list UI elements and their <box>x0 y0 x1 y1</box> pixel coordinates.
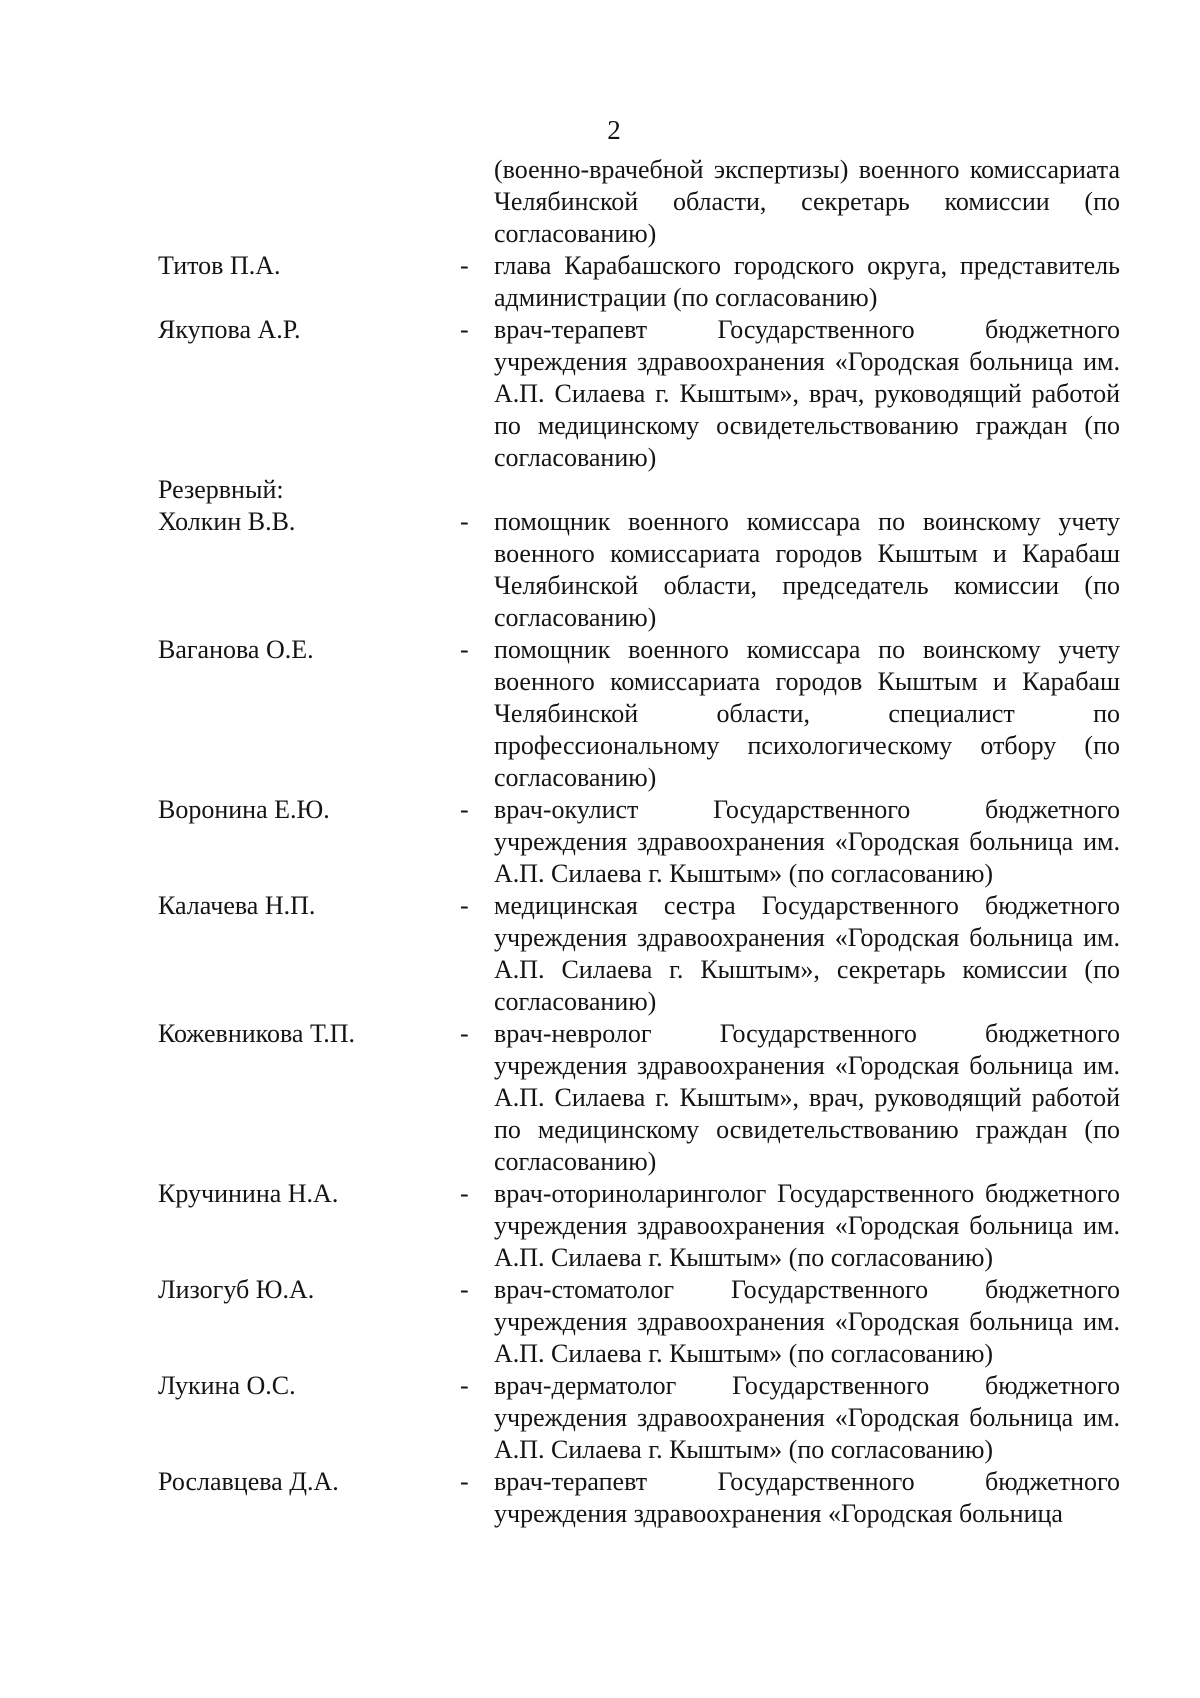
member-description: помощник военного комиссара по воинскому учету военного комиссариата городов Кыштым и Карабаш Челябинской области, специалист по профессиональному психологическому отбору (по согласованию) <box>494 635 1120 792</box>
member-dash: - <box>460 891 469 920</box>
member-row <box>158 634 1120 794</box>
member-dash: - <box>460 1179 469 1208</box>
member-dash: - <box>460 1019 469 1048</box>
member-description: врач-окулист Государственного бюджетного учреждения здравоохранения «Городская больница им. А.П. Силаева г. Кыштым» (по согласованию) <box>494 795 1120 888</box>
member-name: Ваганова О.Е. <box>158 635 314 664</box>
member-description: врач-терапевт Государственного бюджетного учреждения здравоохранения «Городская больница им. А.П. Силаева г. Кыштым», врач, руководящий работой по медицинскому освидетельствованию граждан (по согласованию) <box>494 315 1120 472</box>
member-description: врач-стоматолог Государственного бюджетного учреждения здравоохранения «Городская больница им. А.П. Силаева г. Кыштым» (по согласованию) <box>494 1275 1120 1368</box>
commission-list <box>158 154 1120 1530</box>
member-dash: - <box>460 1467 469 1496</box>
member-name: Лукина О.С. <box>158 1371 296 1400</box>
member-row <box>158 1370 1120 1466</box>
member-name: Титов П.А. <box>158 251 281 280</box>
member-row <box>158 314 1120 474</box>
member-dash: - <box>460 251 469 280</box>
member-name: Калачева Н.П. <box>158 891 316 920</box>
member-dash: - <box>460 795 469 824</box>
member-description: медицинская сестра Государственного бюджетного учреждения здравоохранения «Городская больница им. А.П. Силаева г. Кыштым», секретарь комиссии (по согласованию) <box>494 891 1120 1016</box>
member-dash: - <box>460 507 469 536</box>
member-name: Кручинина Н.А. <box>158 1179 339 1208</box>
member-description: врач-оториноларинголог Государственного бюджетного учреждения здравоохранения «Городская больница им. А.П. Силаева г. Кыштым» (по согласованию) <box>494 1179 1120 1272</box>
member-row <box>158 1178 1120 1274</box>
member-dash: - <box>460 1275 469 1304</box>
member-row <box>158 794 1120 890</box>
member-row <box>158 506 1120 634</box>
continuation-text: (военно-врачебной экспертизы) военного комиссариата Челябинской области, секретарь комиссии (по согласованию) <box>494 155 1120 248</box>
member-description: помощник военного комиссара по воинскому учету военного комиссариата городов Кыштым и Карабаш Челябинской области, председатель комиссии (по согласованию) <box>494 507 1120 632</box>
member-row <box>158 890 1120 1018</box>
member-name: Лизогуб Ю.А. <box>158 1275 315 1304</box>
member-dash: - <box>460 315 469 344</box>
member-name: Якупова А.Р. <box>158 315 301 344</box>
member-description: врач-невролог Государственного бюджетного учреждения здравоохранения «Городская больница им. А.П. Силаева г. Кыштым», врач, руководящий работой по медицинскому освидетельствованию граждан (по согласованию) <box>494 1019 1120 1176</box>
member-dash: - <box>460 1371 469 1400</box>
member-description: врач-терапевт Государственного бюджетного учреждения здравоохранения «Городская больница <box>494 1467 1120 1528</box>
member-row <box>158 1466 1120 1530</box>
member-name: Воронина Е.Ю. <box>158 795 330 824</box>
member-description: врач-дерматолог Государственного бюджетного учреждения здравоохранения «Городская больница им. А.П. Силаева г. Кыштым» (по согласованию) <box>494 1371 1120 1464</box>
member-name: Холкин В.В. <box>158 507 296 536</box>
member-row <box>158 250 1120 314</box>
member-name: Кожевникова Т.П. <box>158 1019 356 1048</box>
page-number: 2 <box>607 115 621 145</box>
member-name: Рославцева Д.А. <box>158 1467 339 1496</box>
reserve-label: Резервный: <box>158 475 284 504</box>
member-description: глава Карабашского городского округа, представитель администрации (по согласованию) <box>494 251 1120 312</box>
member-row <box>158 1274 1120 1370</box>
member-dash: - <box>460 635 469 664</box>
member-row <box>158 1018 1120 1178</box>
